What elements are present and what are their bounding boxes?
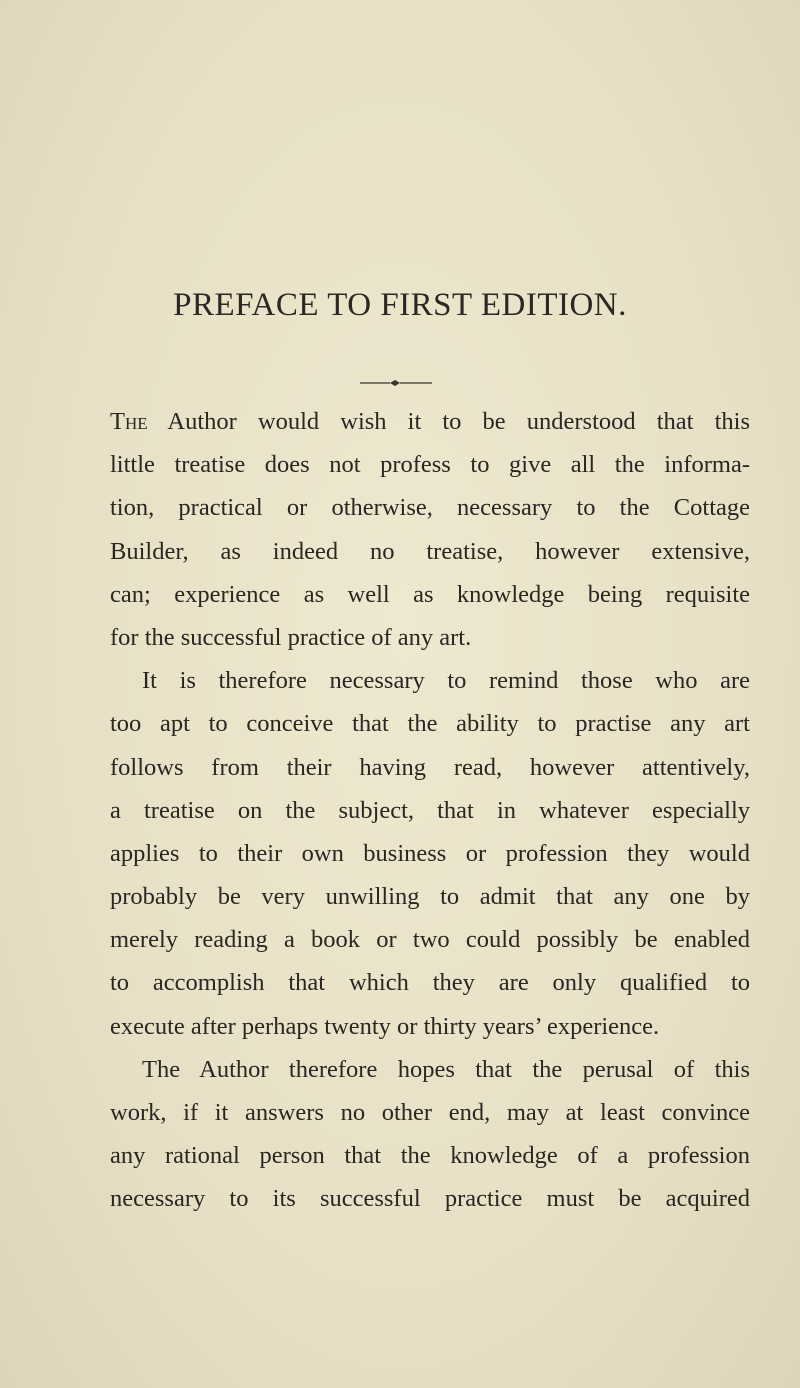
text-line: applies to their own business or profession they would bbox=[110, 839, 750, 867]
text-line: probably be very unwilling to admit that any one by bbox=[110, 883, 750, 911]
text-line: The Author would wish it to be understood that this bbox=[110, 408, 750, 435]
text-line: execute after perhaps twenty or thirty years’ experience. bbox=[110, 1012, 660, 1040]
paragraph-1 bbox=[110, 400, 750, 659]
text-line: for the successful practice of any art. bbox=[110, 623, 472, 651]
divider-ornament bbox=[360, 378, 432, 388]
text-line: can; experience as well as knowledge being requisite bbox=[110, 580, 750, 608]
text-line: too apt to conceive that the ability to practise any art bbox=[110, 710, 750, 738]
text-line: work, if it answers no other end, may at least convince bbox=[110, 1099, 750, 1126]
text-line: any rational person that the knowledge of a profession bbox=[110, 1142, 750, 1170]
text-line: It is therefore necessary to remind those who are bbox=[142, 667, 750, 695]
preface-text bbox=[110, 400, 750, 1221]
text-line: little treatise does not profess to give all the informa- bbox=[110, 451, 750, 479]
page-title: PREFACE TO FIRST EDITION. bbox=[173, 287, 627, 323]
paragraph-2 bbox=[110, 659, 750, 1048]
text-line: merely reading a book or two could possibly be enabled bbox=[110, 926, 750, 954]
text-line: follows from their having read, however attentively, bbox=[110, 753, 750, 781]
paragraph-lead-word: The bbox=[110, 408, 148, 435]
text-line: Builder, as indeed no treatise, however extensive, bbox=[110, 537, 750, 565]
text-line: a treatise on the subject, that in whatever especially bbox=[110, 796, 750, 824]
text-line: to accomplish that which they are only qualified to bbox=[110, 969, 750, 997]
text-line: tion, practical or otherwise, necessary to the Cottage bbox=[110, 494, 750, 522]
text-line: necessary to its successful practice must be acquired bbox=[110, 1185, 750, 1213]
text-line: The Author therefore hopes that the perusal of this bbox=[142, 1055, 750, 1083]
paragraph-3 bbox=[110, 1048, 750, 1221]
